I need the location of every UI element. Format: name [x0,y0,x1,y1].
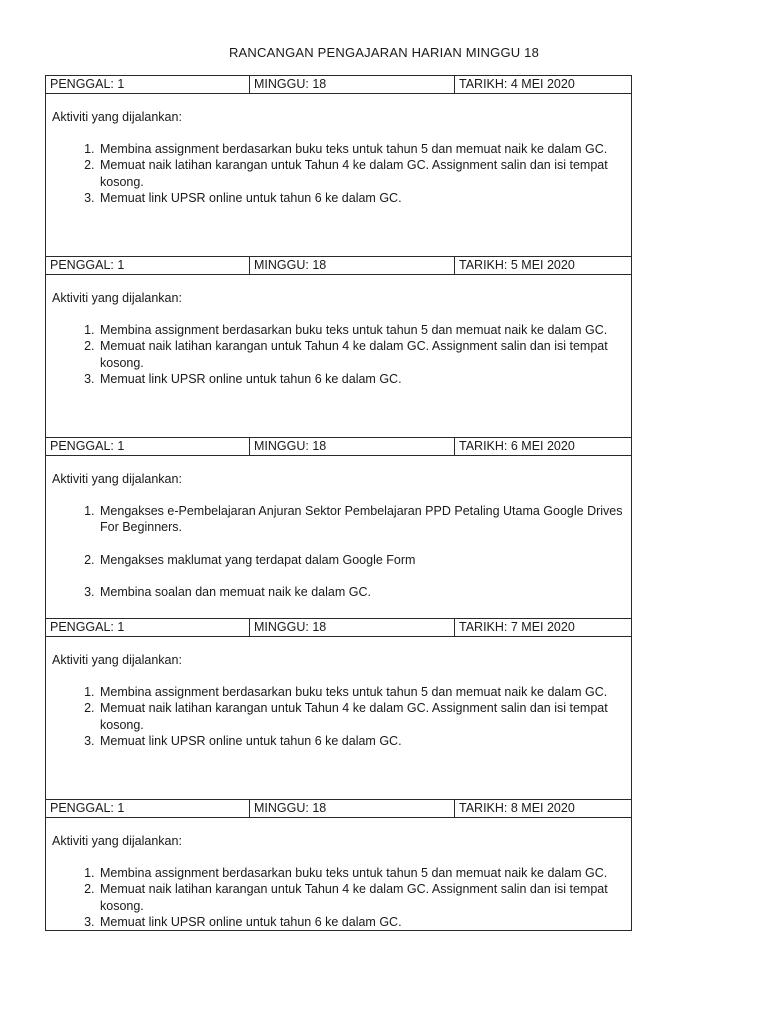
activity-item: 3. Memuat link UPSR online untuk tahun 6 ke dalam GC. [98,914,625,930]
activity-item: 1. Membina assignment berdasarkan buku teks untuk tahun 5 dan memuat naik ke dalam GC. [98,322,625,338]
activity-cell [46,456,632,619]
activity-item: 3. Memuat link UPSR online untuk tahun 6 ke dalam GC. [98,190,625,206]
tarikh-cell: TARIKH: 5 MEI 2020 [455,257,632,275]
activity-item: 1. Membina assignment berdasarkan buku teks untuk tahun 5 dan memuat naik ke dalam GC. [98,865,625,881]
minggu-cell: MINGGU: 18 [250,800,455,818]
penggal-cell: PENGGAL: 1 [46,800,250,818]
activity-cell [46,818,632,931]
activity-list [52,684,625,749]
activity-label: Aktiviti yang dijalankan: [52,110,182,124]
entry-body-row [46,637,632,800]
activity-label: Aktiviti yang dijalankan: [52,834,182,848]
entry-header-row [46,76,632,94]
document-title: RANCANGAN PENGAJARAN HARIAN MINGGU 18 [228,45,540,60]
minggu-cell: MINGGU: 18 [250,76,455,94]
entry-header-row [46,257,632,275]
entry-header-row [46,438,632,456]
activity-cell [46,275,632,438]
entry-header-row [46,800,632,818]
activity-list [52,322,625,387]
activity-item: 2. Memuat naik latihan karangan untuk Tahun 4 ke dalam GC. Assignment salin dan isi tempat kosong. [98,881,625,914]
activity-cell [46,94,632,257]
activity-item: 1. Mengakses e-Pembelajaran Anjuran Sektor Pembelajaran PPD Petaling Utama Google Drives For Beginners. [98,503,625,536]
activity-item: 1. Membina assignment berdasarkan buku teks untuk tahun 5 dan memuat naik ke dalam GC. [98,684,625,700]
entry-body-row [46,818,632,931]
activity-label: Aktiviti yang dijalankan: [52,291,182,305]
activity-list [52,503,625,600]
activity-list [52,865,625,930]
tarikh-cell: TARIKH: 7 MEI 2020 [455,619,632,637]
tarikh-cell: TARIKH: 4 MEI 2020 [455,76,632,94]
activity-cell [46,637,632,800]
minggu-cell: MINGGU: 18 [250,619,455,637]
activity-item: 3. Membina soalan dan memuat naik ke dalam GC. [98,584,625,600]
activity-item: 1. Membina assignment berdasarkan buku teks untuk tahun 5 dan memuat naik ke dalam GC. [98,141,625,157]
activity-item: 2. Memuat naik latihan karangan untuk Tahun 4 ke dalam GC. Assignment salin dan isi tempat kosong. [98,338,625,371]
activity-item: 2. Memuat naik latihan karangan untuk Tahun 4 ke dalam GC. Assignment salin dan isi tempat kosong. [98,700,625,733]
penggal-cell: PENGGAL: 1 [46,76,250,94]
tarikh-cell: TARIKH: 8 MEI 2020 [455,800,632,818]
activity-item: 3. Memuat link UPSR online untuk tahun 6 ke dalam GC. [98,733,625,749]
penggal-cell: PENGGAL: 1 [46,257,250,275]
entry-header-row [46,619,632,637]
entry-body-row [46,275,632,438]
penggal-cell: PENGGAL: 1 [46,438,250,456]
activity-list [52,141,625,206]
penggal-cell: PENGGAL: 1 [46,619,250,637]
entry-body-row [46,94,632,257]
activity-label: Aktiviti yang dijalankan: [52,472,182,486]
activity-label: Aktiviti yang dijalankan: [52,653,182,667]
lesson-plan-table [45,75,632,931]
activity-item: 2. Mengakses maklumat yang terdapat dalam Google Form [98,552,625,568]
tarikh-cell: TARIKH: 6 MEI 2020 [455,438,632,456]
activity-item: 3. Memuat link UPSR online untuk tahun 6 ke dalam GC. [98,371,625,387]
entry-body-row [46,456,632,619]
minggu-cell: MINGGU: 18 [250,257,455,275]
activity-item: 2. Memuat naik latihan karangan untuk Tahun 4 ke dalam GC. Assignment salin dan isi tempat kosong. [98,157,625,190]
minggu-cell: MINGGU: 18 [250,438,455,456]
